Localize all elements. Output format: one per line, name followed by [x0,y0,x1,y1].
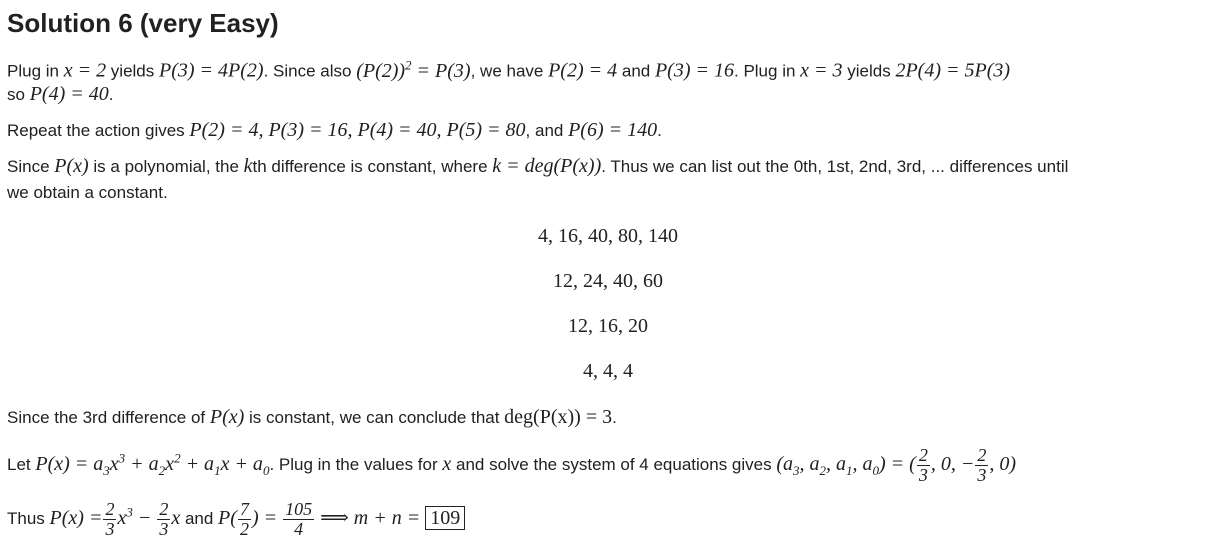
text: so [7,85,30,104]
text: Thus [7,508,50,528]
text: and [617,61,655,81]
polynomial-expression: $P(x) = a_3x^3 + a_2x^2 + a_1x + a_0$ [35,450,270,478]
paragraph-3-line-2: we obtain a constant. [7,183,168,202]
paragraph-2 [7,119,662,142]
text: Repeat the action gives [7,121,190,140]
math: k [243,155,253,177]
math: P(2) = 4 [548,59,618,82]
math: 2P(4) = 5P(3) [895,59,1011,82]
text: yields [842,61,896,81]
paragraph-4 [7,406,617,429]
text: . [657,121,662,140]
text: th difference is constant, where [252,157,493,176]
text: Since [7,157,55,176]
text: . Since also [263,61,357,81]
math: x = 3 [800,59,843,82]
math: P(3) = 16 [654,59,734,82]
text: Let [7,454,36,474]
final-value: P( $\frac{7}{2}$ ) = $\frac{105}{4}$ ⟹ m + n = [218,499,426,539]
text: . Plug in the values for [269,454,443,474]
text: Since the 3rd difference of [7,408,210,427]
difference-row-2: 12, 16, 20 [568,315,648,337]
text: is constant, we can conclude that [244,408,505,427]
text: Plug in [7,61,64,81]
coefficient-tuple: ($a_3$, $a_2$, $a_1$, $a_0$) = ( $\frac{2}{3}$ , 0, − $\frac{2}{3}$ , 0) [776,445,1017,485]
math: x [442,452,452,475]
difference-row-0: 4, 16, 40, 80, 140 [538,225,678,247]
math: P(4) = 40 [29,83,109,105]
math: k = deg(P(x)) [492,155,602,177]
paragraph-5 [7,446,1016,485]
boxed-answer: 109 [425,506,465,530]
math: P(2) = 4, P(3) = 16, P(4) = 40, P(5) = 80 [189,119,526,141]
final-expression: P(x) = $\frac{2}{3}$ $x^3$ − $\frac{2}{3}$ x [49,499,181,539]
math: x = 2 [63,59,107,82]
math: P(6) = 140 [568,119,658,141]
text: . [108,85,114,104]
text: , we have [470,61,549,81]
text: . [612,408,617,427]
paragraph-3-line-1 [7,155,1068,178]
math: P(x) [209,406,245,428]
text: and solve the system of 4 equations gives [451,454,777,474]
text: is a polynomial, the [88,157,244,176]
paragraph-6 [7,500,465,539]
text: yields [106,61,159,81]
math: $(P(2))^2 = P(3)$ [356,57,471,82]
paragraph-1-line-2 [7,83,113,106]
math: deg(P(x)) = 3 [504,406,613,428]
text: , and [525,121,569,140]
text: . Plug in [734,61,801,81]
paragraph-1-line-1 [7,57,1010,83]
difference-row-1: 12, 24, 40, 60 [553,270,663,292]
text: . Thus we can list out the 0th, 1st, 2nd, 3rd, ... differences until [601,157,1069,176]
math: P(x) [54,155,89,177]
math: P(3) = 4P(2) [159,59,264,82]
text: and [180,508,219,528]
difference-row-3: 4, 4, 4 [583,360,633,382]
solution-heading: Solution 6 (very Easy) [7,8,279,38]
